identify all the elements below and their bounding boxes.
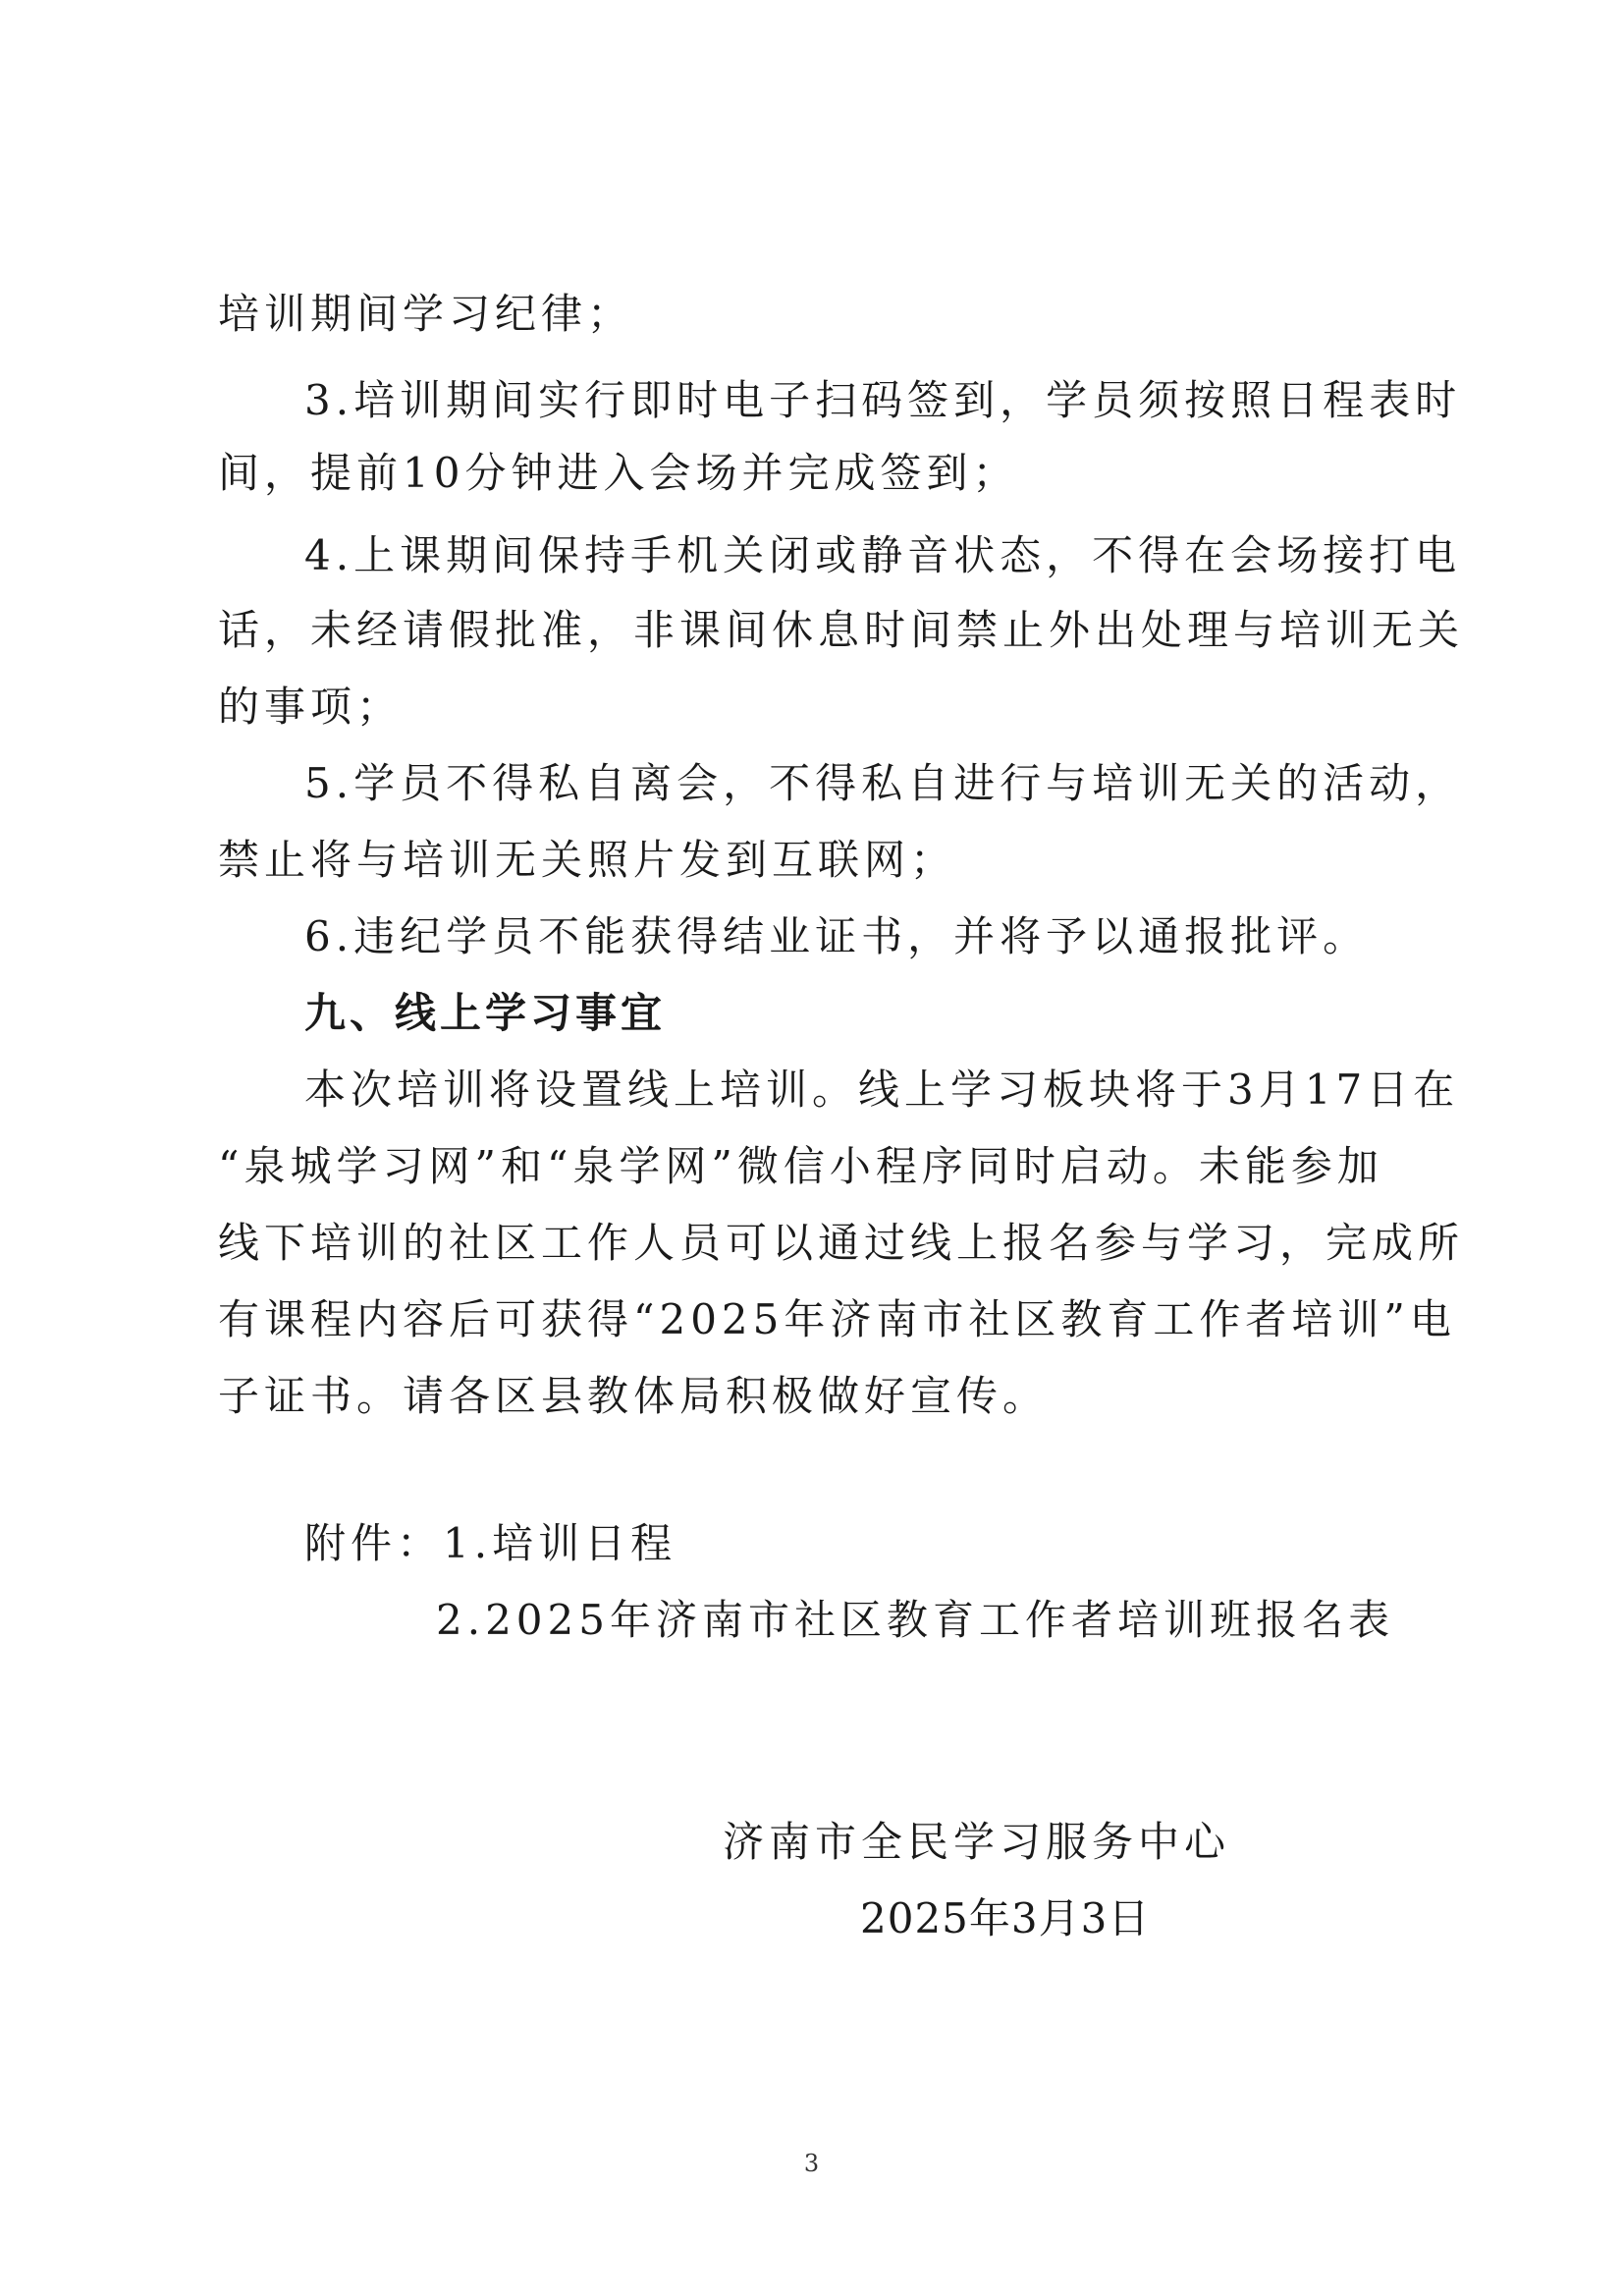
attachment-item: 2.2025年济南市社区教育工作者培训班报名表	[436, 1596, 1394, 1644]
paragraph-line: 5.学员不得私自离会，不得私自进行与培训无关的活动，	[304, 759, 1462, 807]
section-paragraph-line: 线下培训的社区工作人员可以通过线上报名参与学习，完成所	[218, 1219, 1465, 1267]
section-heading: 九、线上学习事宜	[304, 989, 667, 1037]
section-paragraph-line: 有课程内容后可获得“2025年济南市社区教育工作者培训”电	[218, 1295, 1456, 1343]
signature-organization: 济南市全民学习服务中心	[723, 1818, 1231, 1866]
paragraph-line: 禁止将与培训无关照片发到互联网；	[218, 836, 957, 884]
paragraph-line: 3.培训期间实行即时电子扫码签到，学员须按照日程表时	[304, 376, 1462, 424]
signature-date: 2025年3月3日	[860, 1894, 1151, 1942]
paragraph-line: 6.违纪学员不能获得结业证书，并将予以通报批评。	[304, 912, 1370, 960]
paragraph-line: 间，提前10分钟进入会场并完成签到；	[218, 449, 1019, 497]
paragraph-line: 培训期间学习纪律；	[218, 290, 634, 338]
paragraph-line: 4.上课期间保持手机关闭或静音状态，不得在会场接打电	[304, 531, 1462, 579]
page-number: 3	[803, 2150, 820, 2177]
paragraph-line: 话，未经请假批准，非课间休息时间禁止外出处理与培训无关	[218, 606, 1465, 654]
section-paragraph-line: “泉城学习网”和“泉学网”微信小程序同时启动。未能参加	[218, 1142, 1383, 1190]
section-paragraph-line: 子证书。请各区县教体局积极做好宣传。	[218, 1372, 1050, 1420]
section-paragraph-line: 本次培训将设置线上培训。线上学习板块将于3月17日在	[304, 1066, 1460, 1114]
attachment-label: 附件：1.培训日程	[304, 1519, 677, 1567]
paragraph-line: 的事项；	[218, 683, 404, 731]
